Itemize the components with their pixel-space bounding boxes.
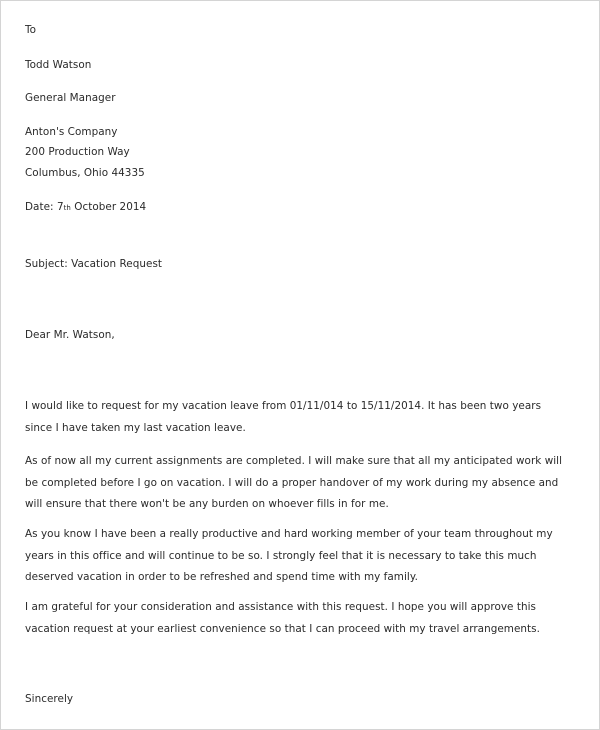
paragraph-line: vacation request at your earliest convenience so that I can proceed with my travel arrangements. <box>25 622 540 635</box>
paragraph-line: As you know I have been a really productive and hard working member of your team throughout my <box>25 528 553 540</box>
paragraph-line: years in this office and will continue to be so. I strongly feel that it is necessary to take this much <box>25 549 537 562</box>
recipient-name: Todd Watson <box>25 59 92 71</box>
paragraph-line: As of now all my current assignments are completed. I will make sure that all my anticipated work will <box>25 455 563 467</box>
recipient-city: Columbus, Ohio 44335 <box>25 167 145 179</box>
recipient-title: General Manager <box>25 92 116 104</box>
date-rest: October 2014 <box>70 201 147 213</box>
paragraph-line: since I have taken my last vacation leave. <box>25 421 246 434</box>
date-prefix: Date: 7 <box>25 201 64 213</box>
to-label: To <box>25 24 37 36</box>
letter-date <box>25 201 146 214</box>
letter-closing: Sincerely <box>25 693 74 705</box>
date-ordinal: th <box>63 204 71 212</box>
letter-subject: Subject: Vacation Request <box>25 258 163 270</box>
paragraph-line: be completed before I go on vacation. I will do a proper handover of my work during my absence and <box>25 476 559 489</box>
paragraph-line: I am grateful for your consideration and assistance with this request. I hope you will approve this <box>25 601 537 613</box>
recipient-company: Anton's Company <box>25 126 118 138</box>
body-paragraph-4 <box>25 597 585 640</box>
body-paragraph-3 <box>25 524 585 589</box>
paragraph-line: deserved vacation in order to be refreshed and spend time with my family. <box>25 571 418 583</box>
body-paragraph-1 <box>25 396 585 439</box>
recipient-street: 200 Production Way <box>25 146 130 158</box>
paragraph-line: I would like to request for my vacation leave from 01/11/014 to 15/11/2014. It has been two years <box>25 400 542 412</box>
paragraph-line: will ensure that there won't be any burden on whoever fills in for me. <box>25 498 389 510</box>
letter-salutation: Dear Mr. Watson, <box>25 329 115 341</box>
body-paragraph-2 <box>25 451 585 516</box>
